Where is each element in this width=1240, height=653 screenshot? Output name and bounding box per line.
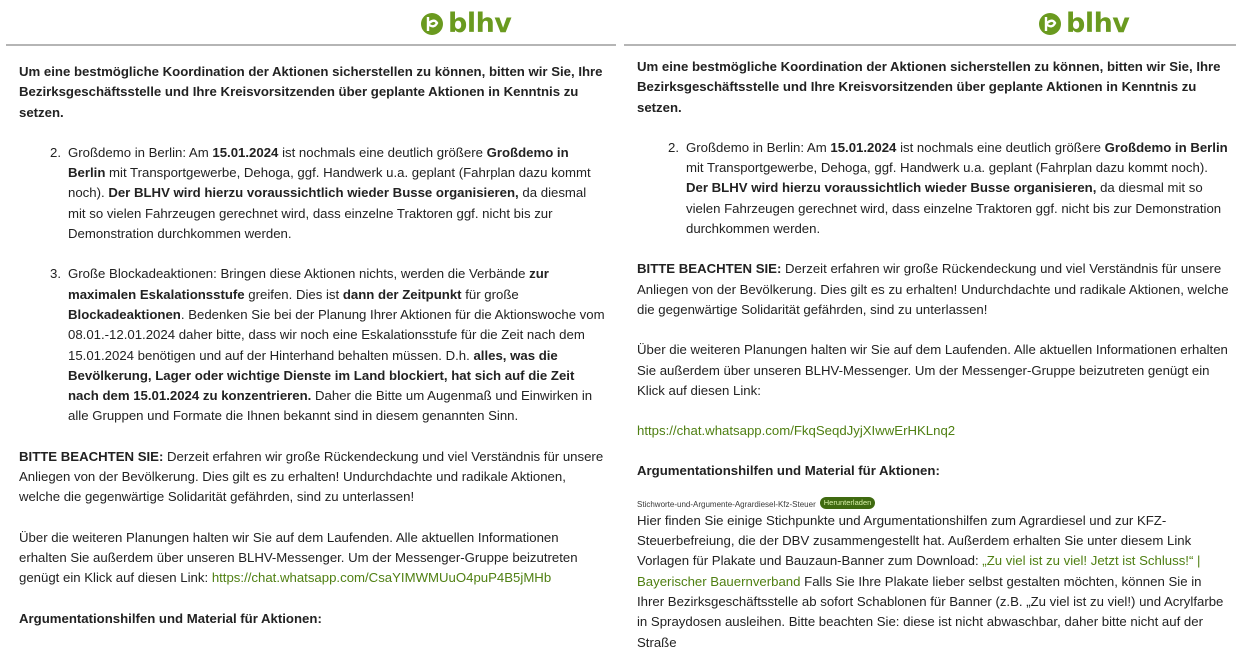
- info-text: Über die weiteren Planungen halten wir Sie auf dem Laufenden. Alle aktuellen Informationen erhalten Sie außerdem über unseren BLHV-Messenger. Um der Messenger-Gruppe beizutreten genügt ein Klick auf diesen Link:: [19, 529, 578, 586]
- item-text: ist nochmals eine deutlich größere: [896, 139, 1105, 155]
- blhv-leaf-icon: [1038, 12, 1062, 36]
- document-body: [637, 57, 1229, 653]
- intro-paragraph: Um eine bestmögliche Koordination der Aktionen sicherstellen zu können, bitten wir Sie, Ihre Bezirksgeschäftsstelle und Ihre Kreisvorsitzenden über geplante Aktionen in Kenntnis zu setzen.: [637, 59, 1221, 115]
- right-document-pane: [622, 0, 1240, 650]
- item-bold: alles, was die Bevölkerung, Lager oder wichtige Dienste im Land blockiert, hat sich auf die Zeit nach dem 15.01.2024 zu konzentrieren.: [68, 347, 575, 404]
- attachment-row: [637, 496, 1229, 511]
- bauernverband-link[interactable]: „Zu viel ist zu viel! Jetzt ist Schluss!“ | Bayerischer Bauernverband: [637, 553, 1201, 589]
- item-date: 15.01.2024: [212, 144, 279, 160]
- material-text: Hier finden Sie einige Stichpunkte und Argumentationshilfen zum Agrardiesel und zur KFZ-Steuerbefreiung, die der DBV zusammengestellt hat. Außerdem erhalten Sie unter diesem Link Vorlagen für Plakate und Bauzaun-Banner zum Download:: [637, 512, 1192, 569]
- notice-paragraph: [637, 259, 1229, 320]
- item-text: mit Transportgewerbe, Dehoga, ggf. Handwerk u.a. geplant (Fahrplan dazu kommt noch).: [68, 165, 591, 201]
- attachment-filename[interactable]: Stichworte-und-Argumente-Agrardiesel-Kfz-Steuer: [637, 499, 816, 509]
- blhv-logo: [1038, 10, 1129, 38]
- item-bold: Großdemo in Berlin: [1104, 139, 1228, 155]
- list-item-2: [637, 138, 1229, 239]
- item-text: mit Transportgewerbe, Dehoga, ggf. Handwerk u.a. geplant (Fahrplan dazu kommt noch).: [686, 160, 1208, 176]
- intro-paragraph: Um eine bestmögliche Koordination der Aktionen sicherstellen zu können, bitten wir Sie, Ihre Bezirksgeschäftsstelle und Ihre Kreisvorsitzenden über geplante Aktionen in Kenntnis zu setzen.: [19, 64, 603, 120]
- list-number: 3.: [50, 266, 61, 282]
- material-paragraph: [637, 511, 1229, 653]
- list-item-3: [19, 264, 607, 426]
- material-text: Falls Sie Ihre Plakate lieber selbst gestalten möchten, können Sie in Ihrer Bezirksgeschäftsstelle ab sofort Schablonen für Banner (z.B. „Zu viel ist zu viel!) und Acrylfarbe in Spraydosen ausleihen. Bitte beachten Sie: diese ist nicht abwaschbar, daher bitte nicht auf der Straße: [637, 573, 1224, 650]
- item-text: für große: [461, 286, 519, 302]
- logo-text: blhv: [1066, 8, 1130, 39]
- list-item-2: [19, 143, 607, 244]
- item-text: Großdemo in Berlin: Am: [686, 139, 831, 155]
- notice-label: BITTE BEACHTEN SIE:: [19, 448, 164, 464]
- notice-text: Derzeit erfahren wir große Rückendeckung und viel Verständnis für unsere Anliegen von der Bevölkerung. Dies gilt es zu erhalten! Undurchdachte und radikale Aktionen, welche die gegenwärtige Solidarität gefährden, sind zu unterlassen!: [19, 448, 604, 505]
- item-text: da diesmal mit so vielen Fahrzeugen gerechnet wird, dass einzelne Traktoren ggf. nicht bis zur Demonstration durchkommen werden.: [68, 185, 587, 242]
- material-heading: Argumentationshilfen und Material für Aktionen:: [637, 463, 940, 479]
- download-button[interactable]: Herunterladen: [820, 497, 876, 509]
- list-number: 2.: [668, 139, 679, 155]
- link-paragraph: [637, 421, 1229, 441]
- item-text: Großdemo in Berlin: Am: [68, 144, 213, 160]
- item-text: greifen. Dies ist: [244, 286, 343, 302]
- action-list: [637, 138, 1229, 239]
- action-list: [19, 143, 607, 427]
- list-number: 2.: [50, 144, 61, 160]
- notice-paragraph: [19, 447, 607, 508]
- item-text: da diesmal mit so vielen Fahrzeugen gerechnet wird, dass einzelne Traktoren ggf. nicht bis zur Demonstration durchkommen werden.: [686, 180, 1222, 237]
- header-divider: [6, 44, 616, 46]
- notice-label: BITTE BEACHTEN SIE:: [637, 261, 782, 277]
- info-paragraph: [19, 528, 607, 589]
- item-bold: Der BLHV wird hierzu voraussichtlich wieder Busse organisieren,: [686, 180, 1097, 196]
- item-bold: Der BLHV wird hierzu voraussichtlich wieder Busse organisieren,: [108, 185, 519, 201]
- logo-text: blhv: [448, 8, 512, 39]
- item-date: 15.01.2024: [830, 139, 897, 155]
- header-divider: [624, 44, 1236, 46]
- item-text: . Bedenken Sie bei der Planung Ihrer Aktionen für die Aktionswoche vom 08.01.-12.01.2024 daher bitte, dass wir noch eine Eskalationsstufe für die Zeit nach dem 15.01.2024 benötigen und auf der Hinterhand behalten müssen. D.h.: [68, 306, 605, 363]
- blhv-leaf-icon: [420, 12, 444, 36]
- item-bold: zur maximalen Eskalationsstufe: [68, 266, 549, 302]
- item-bold: Großdemo in Berlin: [68, 144, 569, 181]
- whatsapp-link[interactable]: https://chat.whatsapp.com/CsaYIMWMUuO4puP4B5jMHb: [211, 570, 552, 586]
- blhv-logo: [420, 10, 511, 38]
- left-document-pane: [0, 0, 618, 626]
- item-text: ist nochmals eine deutlich größere: [278, 144, 487, 160]
- item-text: Große Blockadeaktionen: Bringen diese Aktionen nichts, werden die Verbände: [68, 266, 530, 282]
- material-heading: Argumentationshilfen und Material für Aktionen:: [19, 610, 322, 626]
- notice-text: Derzeit erfahren wir große Rückendeckung und viel Verständnis für unsere Anliegen von der Bevölkerung. Dies gilt es zu erhalten! Undurchdachte und radikale Aktionen, welche die gegenwärtige Solidarität gefährden, sind zu unterlassen!: [637, 261, 1229, 317]
- info-paragraph: Über die weiteren Planungen halten wir Sie auf dem Laufenden. Alle aktuellen Informationen erhalten Sie außerdem über unseren BLHV-Messenger. Um der Messenger-Gruppe beizutreten genügt ein Klick auf diesen Link:: [637, 342, 1228, 398]
- whatsapp-link[interactable]: https://chat.whatsapp.com/FkqSeqdJyjXIwwErHKLnq2: [637, 423, 956, 439]
- item-bold: Blockadeaktionen: [68, 306, 181, 322]
- document-body: [19, 62, 607, 629]
- item-bold: dann der Zeitpunkt: [342, 286, 462, 302]
- item-text: Daher die Bitte um Augenmaß und Einwirken in alle Gruppen und Formate die Ihnen bekannt sind in diesem genannten Sinn.: [68, 388, 593, 424]
